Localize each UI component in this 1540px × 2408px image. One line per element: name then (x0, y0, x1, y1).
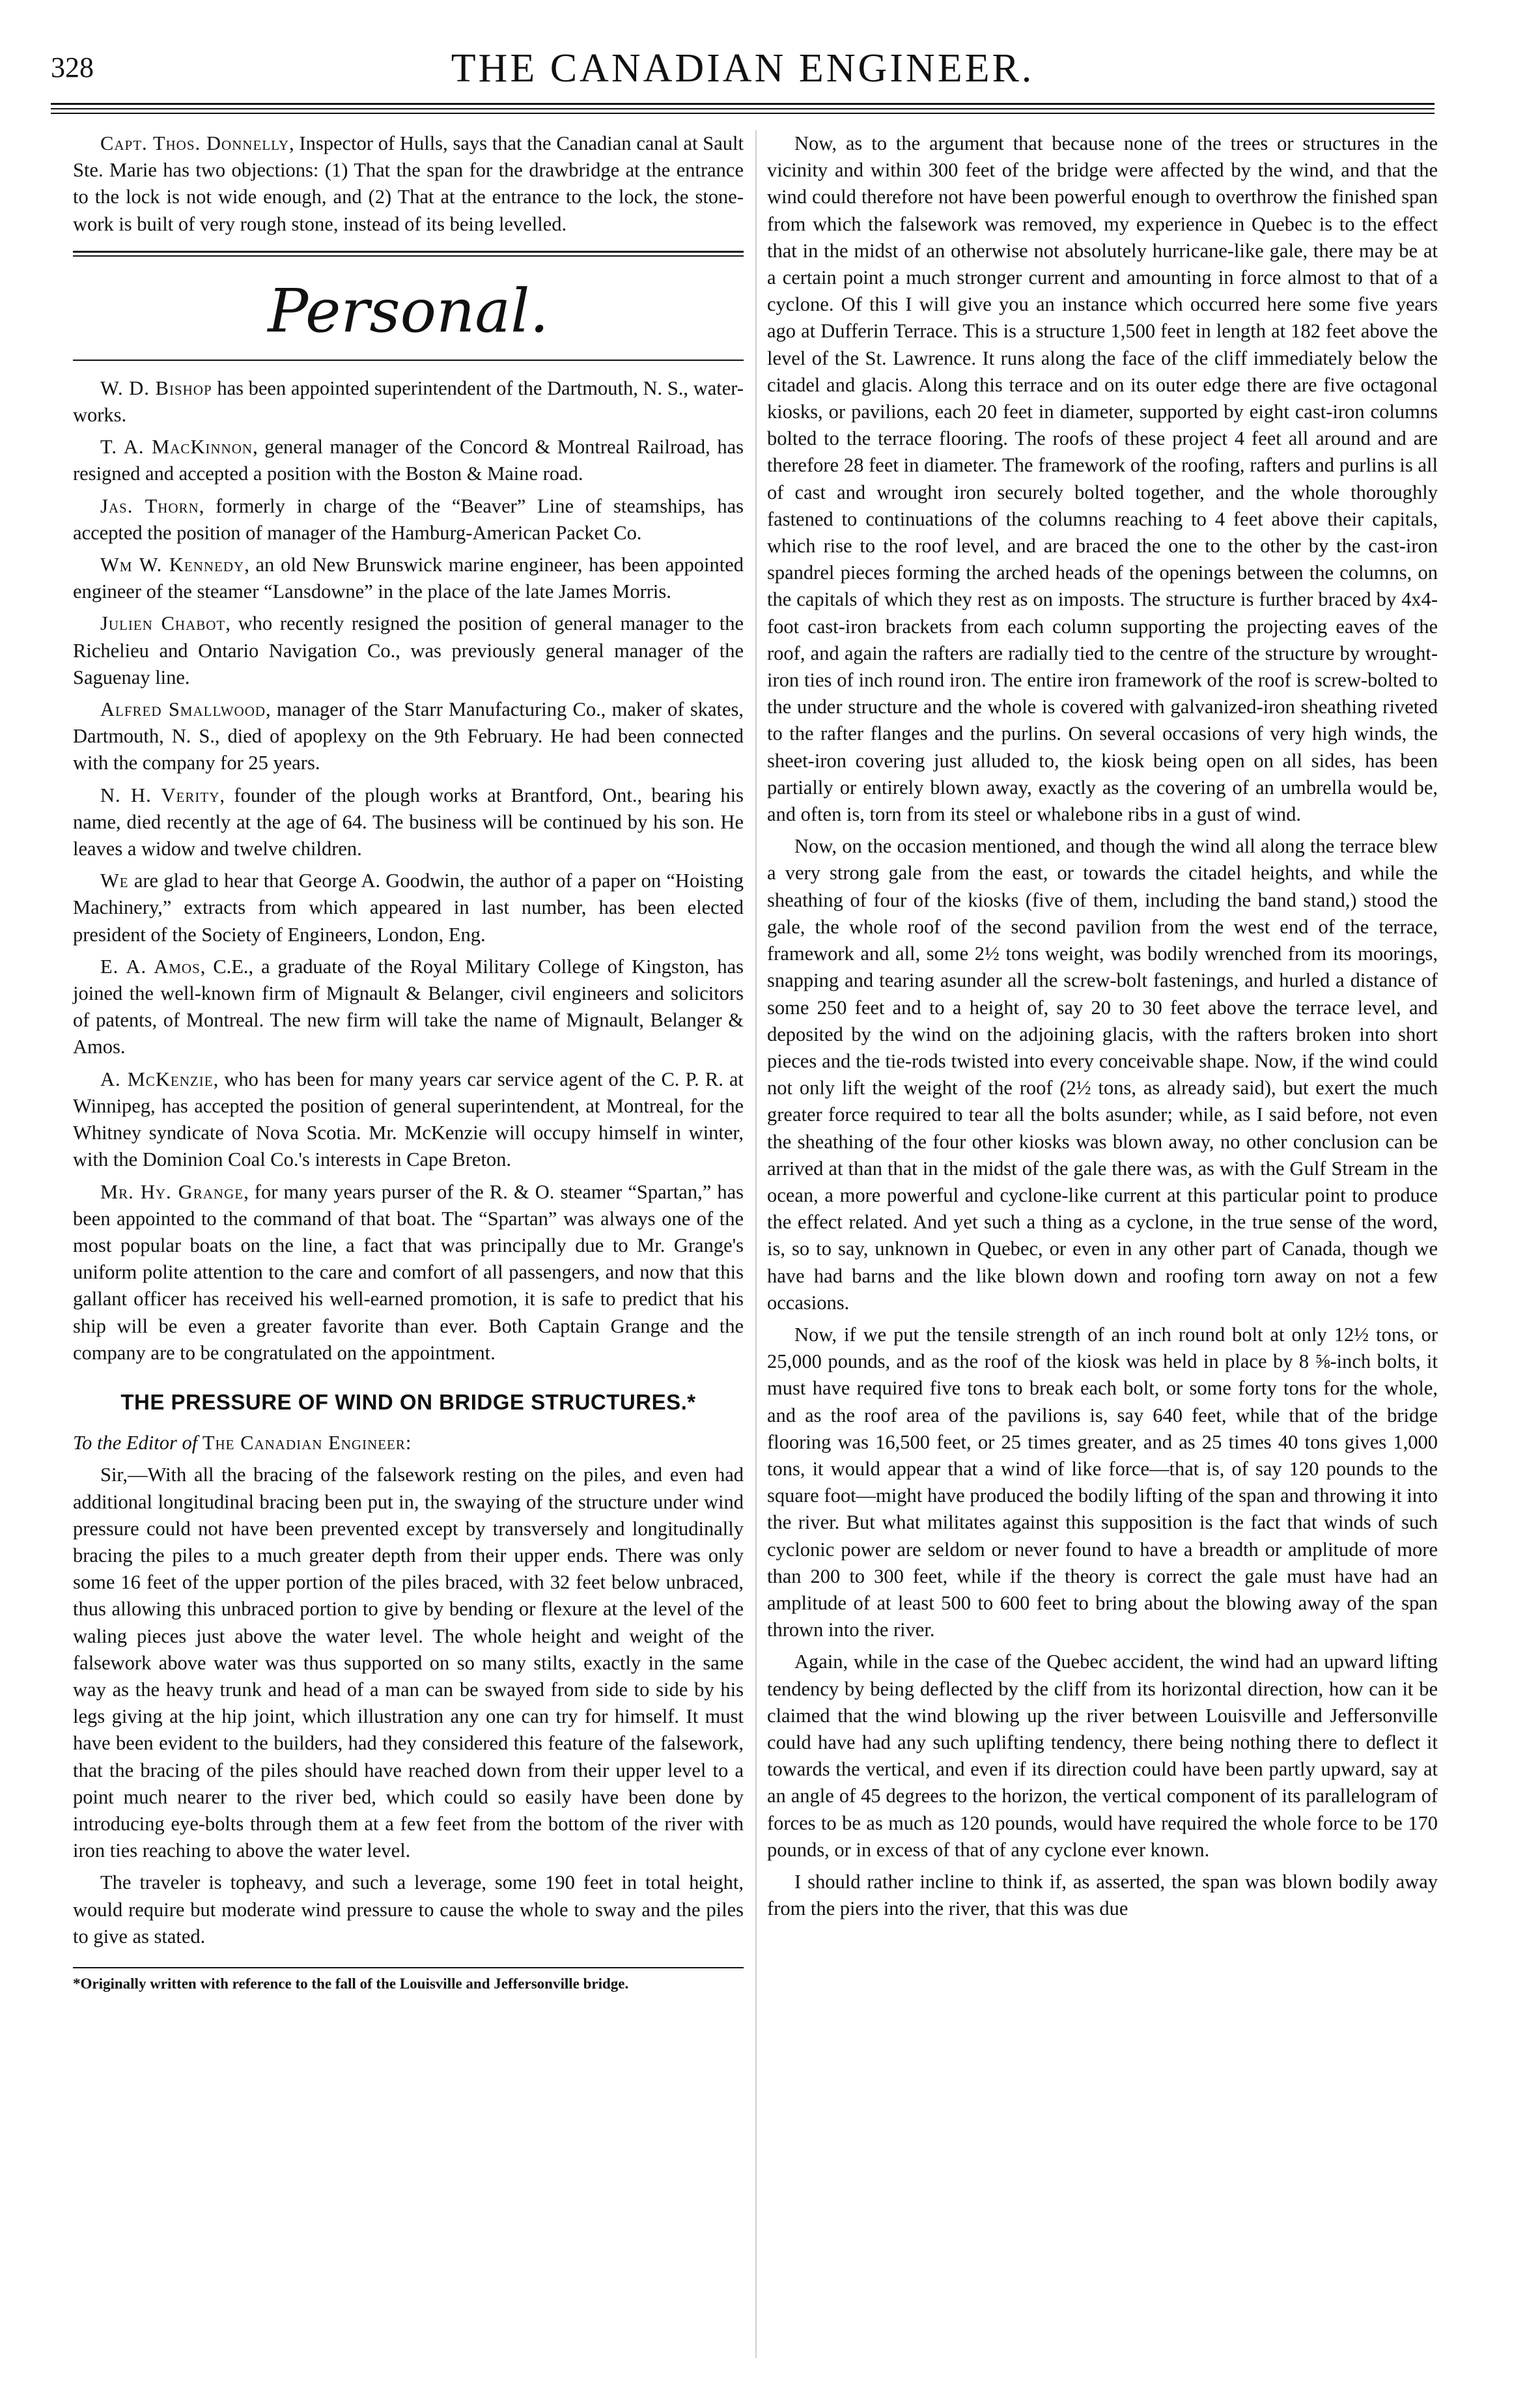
personal-item (73, 552, 744, 605)
heading-underline (73, 360, 744, 361)
personal-item (73, 493, 744, 546)
intro-text: , Inspector of Hulls, says that the Canadian canal at Sault Ste. Marie has two objections: (1) That the span for the drawbridge at the entrance to the lock is not wide enough, and (2) That at the entrance to the lock, the stone-work is built of very rough stone, instead of its being levelled. (73, 132, 744, 235)
page-header (51, 46, 1435, 117)
header-rule-double (51, 113, 1435, 114)
personal-item-name: Alfred Smallwood (100, 698, 266, 721)
personal-heading (73, 270, 744, 353)
salutation-journal: The Canadian Engineer: (202, 1432, 412, 1454)
right-paragraph-3: Now, if we put the tensile strength of an inch round bolt at only 12½ tons, or 25,000 pounds, and as the roof of the kiosk was held in place by 8 ⅝-inch bolts, it must have required five tons to break each bolt, or some forty tons for the whole, and as the roof area of the pavilions is, say 640 feet, while that of the bridge flooring was 16,500 feet, or 25 times greater, and as 25 times 40 tons gives 1,000 tons, it would appear that a wind of like force—that is, of say 120 pounds to the square foot—might have produced the bodily lifting of the span and throwing it into the river. But what militates against this supposition is the fact that winds of such cyclonic power are seldom or never found to have a breadth or amplitude of more than 200 to 300 feet, while if the theory is correct the gale must have had an amplitude of at least 500 to 600 feet to bring about the blowing away of the span thrown into the river. (767, 1323, 1438, 1641)
right-column (767, 130, 1438, 1927)
personal-item-text: , who has been for many years car service agent of the C. P. R. at Winnipeg, has accepted the position of general superintendent, at Montreal, for the Whitney syndicate of Nova Scotia. Mr. McKenzie will occupy himself in winter, with the Dominion Coal Co.'s interests in Cape Breton. (73, 1068, 744, 1171)
personal-item (73, 954, 744, 1061)
personal-item-text: are glad to hear that George A. Goodwin, the author of a paper on “Hoisting Machinery,” extracts from which appeared in last number, has been elected president of the Society of Engineers, London, Eng. (73, 870, 744, 946)
personal-item-name: We (100, 870, 129, 892)
personal-list (73, 375, 744, 1367)
salutation-prefix: To the Editor of (73, 1432, 203, 1454)
intro-name: Capt. Thos. Donnelly (100, 132, 290, 154)
personal-item-text: , manager of the Starr Manufacturing Co., maker of skates, Dartmouth, N. S., died of apoplexy on the 9th February. He had been connected with the company for 25 years. (73, 698, 744, 774)
journal-title: THE CANADIAN ENGINEER. (451, 46, 1035, 91)
section-divider (73, 251, 744, 257)
personal-item (73, 610, 744, 691)
header-rule-top (51, 103, 1435, 105)
personal-item-text: , general manager of the Concord & Montreal Railroad, has resigned and accepted a position with the Boston & Maine road. (73, 436, 744, 485)
left-column (73, 130, 744, 1994)
personal-item (73, 696, 744, 777)
personal-item-name: A. McKenzie (100, 1068, 214, 1090)
personal-item-name: T. A. MacKinnon (100, 436, 253, 459)
personal-item (73, 1066, 744, 1174)
personal-item (73, 1179, 744, 1367)
personal-item-name: W. D. Bishop (100, 376, 212, 399)
salutation (73, 1430, 744, 1456)
personal-item (73, 868, 744, 948)
intro-paragraph (73, 130, 744, 238)
personal-item-text: , formerly in charge of the “Beaver” Line of steamships, has accepted the position of manager of the Hamburg-American Packet Co. (73, 494, 744, 544)
personal-item-text: , C.E., a graduate of the Royal Military College of Kingston, has joined the well-known firm of Mignault & Belanger, civil engineers and solicitors of patents, of Montreal. The new firm will take the name of Mignault, Belanger & Amos. (73, 955, 744, 1058)
article-title: THE PRESSURE OF WIND ON BRIDGE STRUCTURES.* (120, 1389, 696, 1414)
personal-heading-text: Personal. (268, 276, 549, 346)
personal-item (73, 375, 744, 429)
footnote: *Originally written with reference to the fall of the Louisville and Jeffersonville bridge. (73, 1967, 744, 1994)
personal-item-name: Wm W. Kennedy (100, 554, 245, 576)
column-divider (755, 130, 757, 2358)
personal-item (73, 434, 744, 487)
article-paragraph-1: Sir,—With all the bracing of the falsework resting on the piles, and even had additional longitudinal bracing been put in, the swaying of the structure under wind pressure could not have been prevented except by transversely and longitudinally bracing the piles to a much greater depth from their upper ends. There was only some 16 feet of the upper portion of the piles braced, with 32 feet below unbraced, thus allowing this unbraced portion to give by bending or flexure at the level of the waling pieces just above the water level. The whole height and weight of the falsework above water was thus supported on so many stilts, exactly in the same way as the heavy trunk and head of a man can be swayed from side to side by his legs giving at the hip joint, which illustration any one can try for himself. It must have been evident to the builders, had they considered this feature of the falsework, that the bracing of the piles should have reached down from their upper level to a point much nearer to the river bed, which could so easily have been done by introducing eye-bolts through them at a few feet from the bottom of the river with iron ties reaching to above the water level. (73, 1464, 744, 1862)
personal-item (73, 782, 744, 863)
personal-item-text: , an old New Brunswick marine engineer, has been appointed engineer of the steamer “Lansdowne” in the place of the late James Morris. (73, 554, 744, 603)
right-paragraph-2: Now, on the occasion mentioned, and though the wind all along the terrace blew a very strong gale from the east, or towards the citadel heights, and while the sheathing of four of the kiosks (five of them, including the band stand,) stood the gale, the whole roof of the second pavilion from the west end of the terrace, framework and all, some 2½ tons weight, was bodily wrenched from its moorings, snapping and tearing asunder all the screw-bolt fastenings, and hurled a distance of some 250 feet and to a height of, say 20 to 30 feet above the terrace level, and deposited by the wind on the adjoining glacis, with the rafters broken into short pieces and the tie-rods twisted into every conceivable shape. Now, if the wind could not only lift the weight of the roof (2½ tons, as already said), but exert the much greater force required to tear all the bolts asunder; while, as I said before, not even the sheathing of the four other kiosks was blown away, no other conclusion can be arrived at than that in the midst of the gale there was, as with the Gulf Stream in the ocean, a more powerful and cyclone-like current at this particular point to produce the effect related. And yet such a thing as a cyclone, in the true sense of the word, is, so to say, unknown in Quebec, or even in any other part of Canada, though we have had barns and the like blown down and roofing torn away on not a few occasions. (767, 835, 1438, 1314)
personal-item-text: , for many years purser of the R. & O. steamer “Spartan,” has been appointed to the command of that boat. The “Spartan” was always one of the most popular boats on the line, a fact that was principally due to Mr. Grange's uniform polite attention to the care and comfort of all passengers, and now that this gallant officer has received his well-earned promotion, it is safe to predict that his ship will be even a greater favorite than ever. Both Captain Grange and the company are to be congratulated on the appointment. (73, 1180, 744, 1364)
personal-item-text: , who recently resigned the position of general manager to the Richelieu and Ontario Navigation Co., was previously general manager of the Saguenay line. (73, 612, 744, 688)
header-rule-bottom (51, 108, 1435, 109)
personal-item-name: E. A. Amos (100, 955, 201, 978)
right-paragraph-4: Again, while in the case of the Quebec accident, the wind had an upward lifting tendency by being deflected by the cliff from its horizontal direction, how can it be claimed that the wind blowing up the river between Louisville and Jeffersonville could have had any such uplifting tendency, there being nothing there to deflect it towards the vertical, and even if its direction could have been partly upward, say at an angle of 45 degrees to the horizon, the vertical component of its parallelogram of forces to be as much as 120 pounds, would have required the whole force to be 170 pounds, or in excess of that of any cyclone ever known. (767, 1650, 1438, 1861)
personal-item-name: Julien Chabot (100, 612, 226, 635)
right-paragraph-5: I should rather incline to think if, as asserted, the span was blown bodily away from the piers into the river, that this was due (767, 1871, 1438, 1920)
personal-item-name: Mr. Hy. Grange (100, 1180, 244, 1203)
article-paragraph-2: The traveler is topheavy, and such a leverage, some 190 feet in total height, would require but moderate wind pressure to cause the whole to sway and the piles to give as stated. (73, 1871, 744, 1948)
page-number: 328 (51, 51, 94, 83)
personal-item-name: Jas. Thorn (100, 494, 199, 517)
personal-item-name: N. H. Verity (100, 784, 220, 806)
right-paragraph-1: Now, as to the argument that because none of the trees or structures in the vicinity and within 300 feet of the bridge were affected by the wind, and that the wind could therefore not have been powerful enough to overthrow the finished span from which the falsework was removed, my experience in Quebec is to the effect that in the midst of an otherwise not absolutely hurricane-like gale, there may be at a certain point a much stronger current and amounting in force almost to that of a cyclone. Of this I will give you an instance which occurred here some five years ago at Dufferin Terrace. This is a structure 1,500 feet in length at 182 feet above the level of the St. Lawrence. It runs along the face of the cliff immediately below the citadel and glacis. Along this terrace and on its outer edge there are five octagonal kiosks, or pavilions, each 20 feet in diameter, supported by eight cast-iron columns bolted to the terrace flooring. The roofs of these project 4 feet all around and are therefore 28 feet in diameter. The framework of the roofing, rafters and purlins is all of cast and wrought iron securely bolted together, and the whole thoroughly fastened to continuations of the columns reaching to 4 feet above their capitals, which rise to the roof level, and are braced the one to the other by the cast-iron spandrel pieces forming the arched heads of the openings between the columns, on the capitals of which they rest as on imposts. The structure is further braced by 4x4-foot cast-iron brackets from each column supporting the projecting eaves of the roof, and again the rafters are radially tied to the centre of the structure by wrought-iron ties of inch round iron. The entire iron framework of the roof is screw-bolted to the under structure and the whole is covered with galvanized-iron sheathing riveted to the rafter flanges and the purlins. On several occasions of very high winds, the sheet-iron covering just alluded to, the kiosk being open on all sides, has been partially or entirely blown away, exactly as the covering of an umbrella would be, and often is, torn from its steel or whalebone ribs in a gust of wind. (767, 132, 1438, 826)
personal-item-text: , founder of the plough works at Brantford, Ont., bearing his name, died recently at the age of 64. The business will be continued by his son. He leaves a widow and twelve children. (73, 784, 744, 860)
personal-item-text: has been appointed superintendent of the Dartmouth, N. S., water-works. (73, 376, 744, 427)
